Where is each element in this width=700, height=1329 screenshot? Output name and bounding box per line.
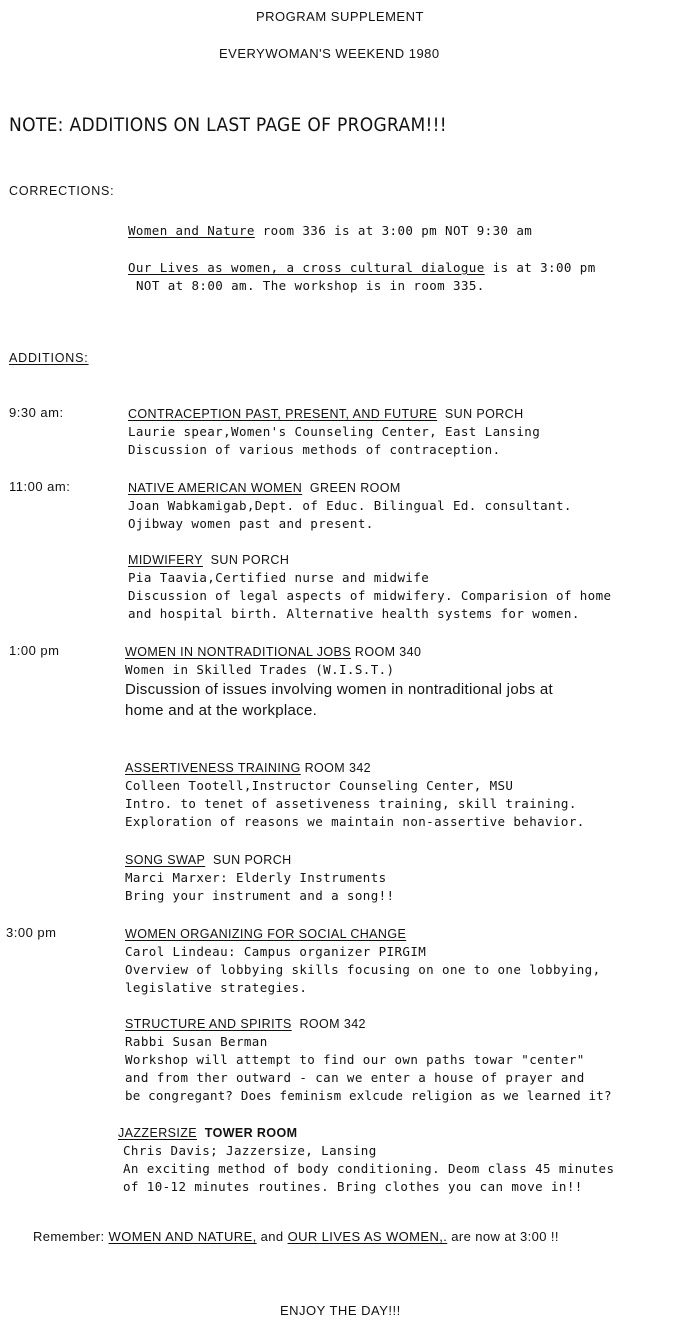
event-line: Workshop will attempt to find our own paths towar "center" [125,1052,585,1067]
event-line: Carol Lindeau: Campus organizer PIRGIM [125,944,427,959]
event-title: WOMEN IN NONTRADITIONAL JOBS [125,645,352,659]
event-block [118,1124,614,1196]
event-block [125,925,601,997]
corrections-heading: CORRECTIONS: [9,184,115,198]
event-block [128,405,540,459]
event-line: Laurie spear,Women's Counseling Center, East Lansing [128,424,541,439]
event-block [125,759,585,831]
event-location: ROOM 342 [304,761,372,775]
event-line: Rabbi Susan Berman [125,1034,268,1049]
remember-item: OUR LIVES AS WOMEN,. [287,1229,448,1244]
event-line: Colleen Tootell,Instructor Counseling Center, MSU [125,778,514,793]
remember-connector: and [256,1229,288,1244]
page-title: PROGRAM SUPPLEMENT [256,9,424,24]
event-line: Women in Skilled Trades (W.I.S.T.) [125,662,395,677]
event-line: be congregant? Does feminism exlcude religion as we learned it? [125,1088,612,1103]
event-block [125,643,553,721]
correction-item [128,222,532,240]
correction-detail-line2: NOT at 8:00 am. The workshop is in room 335. [136,278,485,293]
event-location: SUN PORCH [210,553,290,567]
event-line: Exploration of reasons we maintain non-assertive behavior. [125,814,585,829]
event-time: 1:00 pm [9,643,60,658]
additions-heading: ADDITIONS: [9,351,89,365]
event-block [128,479,572,533]
event-location: ROOM 342 [299,1017,366,1031]
event-time: 9:30 am: [9,405,64,420]
event-title: JAZZERSIZE [118,1126,198,1140]
remember-prefix: Remember: [33,1229,109,1244]
event-title: NATIVE AMERICAN WOMEN [128,481,303,495]
event-line: Bring your instrument and a song!! [125,888,395,903]
event-block [125,851,394,905]
event-time: 11:00 am: [9,479,71,494]
event-line: and hospital birth. Alternative health systems for women. [128,606,580,621]
event-line: An exciting method of body conditioning. Deom class 45 minutes [123,1161,615,1176]
event-block [125,1015,612,1105]
event-location: ROOM 340 [354,645,422,659]
event-title: STRUCTURE AND SPIRITS [125,1017,292,1031]
event-title: CONTRACEPTION PAST, PRESENT, AND FUTURE [128,407,438,421]
event-line: and from ther outward - can we enter a house of prayer and [125,1070,585,1085]
additions-note: NOTE: ADDITIONS ON LAST PAGE OF PROGRAM!!! [9,114,447,136]
event-line: Discussion of various methods of contraception. [128,442,501,457]
correction-title: Women and Nature [128,223,255,238]
event-line-large: home and at the workplace. [125,702,318,719]
event-line: Discussion of legal aspects of midwifery. Comparision of home [128,588,612,603]
page-subtitle: EVERYWOMAN'S WEEKEND 1980 [219,46,440,61]
event-line: of 10-12 minutes routines. Bring clothes you can move in!! [123,1179,583,1194]
event-title: SONG SWAP [125,853,206,867]
correction-detail: room 336 is at 3:00 pm NOT 9:30 am [254,223,533,238]
event-location: GREEN ROOM [309,481,401,495]
remember-line [33,1229,559,1244]
remember-item: WOMEN AND NATURE, [108,1229,257,1244]
event-time: 3:00 pm [6,925,57,940]
event-line: Ojibway women past and present. [128,516,374,531]
event-line: Pia Taavia,Certified nurse and midwife [128,570,430,585]
event-line: Marci Marxer: Elderly Instruments [125,870,387,885]
event-line: Intro. to tenet of assetiveness training, skill training. [125,796,577,811]
remember-suffix: are now at 3:00 !! [447,1229,559,1244]
event-title: WOMEN ORGANIZING FOR SOCIAL CHANGE [125,927,407,941]
correction-title: Our Lives as women, a cross cultural dialogue [128,260,485,275]
event-block [128,551,611,623]
event-location: SUN PORCH [444,407,524,421]
event-line: Overview of lobbying skills focusing on one to one lobbying, [125,962,601,977]
event-location: TOWER ROOM [204,1126,298,1140]
closing-message: ENJOY THE DAY!!! [280,1303,401,1318]
event-title: ASSERTIVENESS TRAINING [125,761,301,775]
event-location: SUN PORCH [212,853,292,867]
correction-item [128,259,596,295]
event-line: Chris Davis; Jazzersize, Lansing [123,1143,377,1158]
correction-detail: is at 3:00 pm [484,260,596,275]
event-title: MIDWIFERY [128,553,203,567]
event-line: legislative strategies. [125,980,308,995]
event-line: Joan Wabkamigab,Dept. of Educ. Bilingual Ed. consultant. [128,498,572,513]
event-line-large: Discussion of issues involving women in nontraditional jobs at [125,681,553,698]
